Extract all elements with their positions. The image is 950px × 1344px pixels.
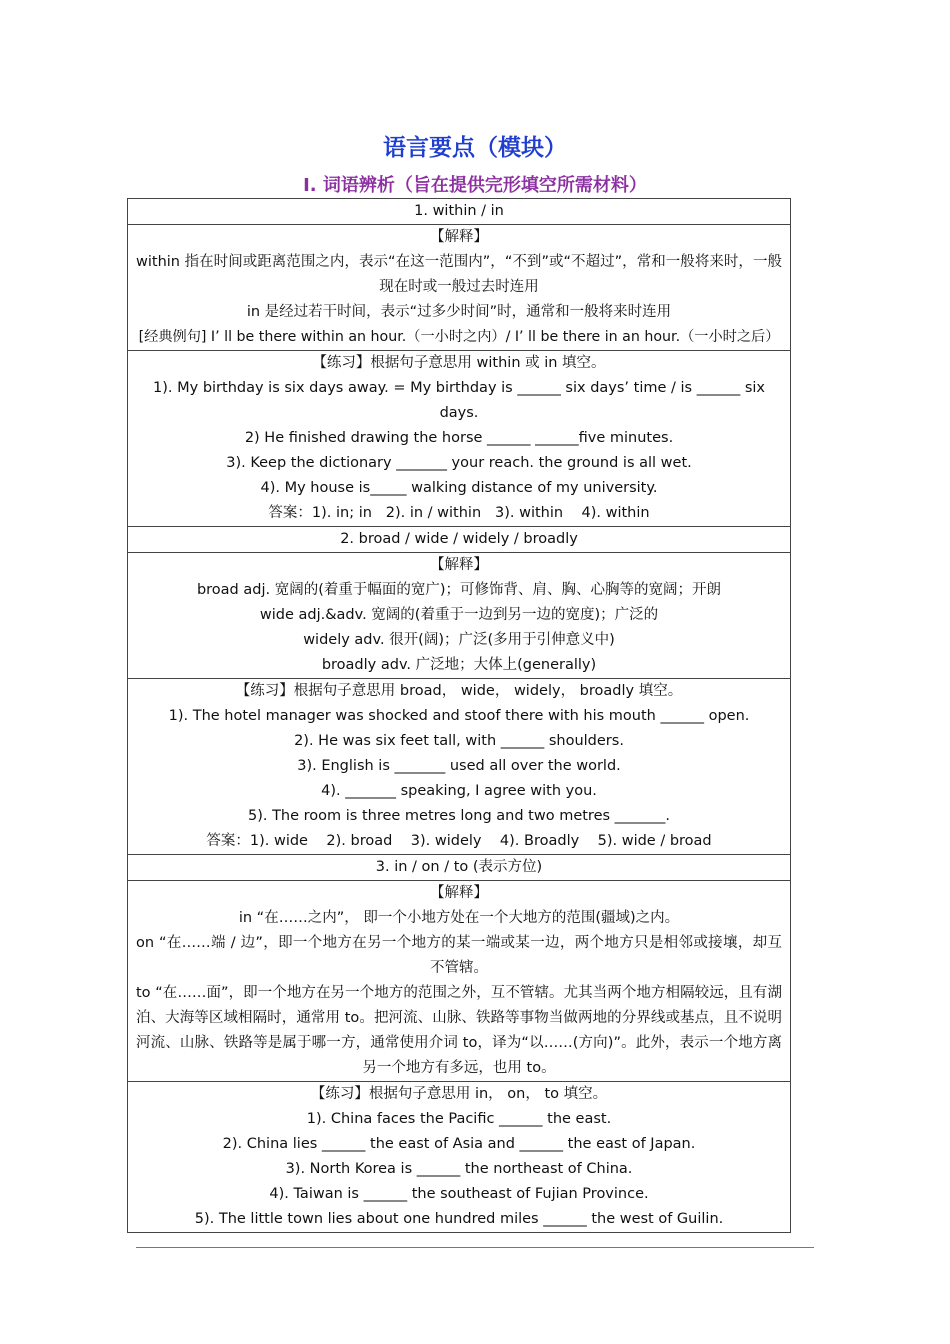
footer-divider <box>136 1247 814 1248</box>
practice-line: 3). North Korea is ______ the northeast of China. <box>285 1161 633 1177</box>
answer-line: 答案：1). wide 2). broad 3). widely 4). Broadly 5). wide / broad <box>206 833 712 849</box>
practice-line: 4). My house is_____ walking distance of my university. <box>260 480 658 496</box>
section-heading: 1. within / in <box>128 199 791 225</box>
explanation-line: to “在……面”，即一个地方在另一个地方的范围之外，互不管辖。尤其当两个地方相隔较远，且有湖泊、大海等区域相隔时，通常用 to。把河流、山脉、铁路等事物当做两地的分界线或基点，且不说明河流、山脉、铁路等是属于哪一方，通常使用介词 to，译为“以……(方向)”。此外，表示一个地方离另一个地方有多远，也用 to。 <box>136 985 782 1076</box>
answer-line: 答案：1). in; in 2). in / within 3). within 4). within <box>268 505 650 521</box>
explanation-line: in 是经过若干时间，表示“过多少时间”时，通常和一般将来时连用 <box>246 304 672 320</box>
explanation-line: wide adj.&adv. 宽阔的(着重于一边到另一边的宽度)；广泛的 <box>259 607 659 623</box>
practice-line: 1). China faces the Pacific ______ the east. <box>306 1111 612 1127</box>
example-sentence: [经典例句] I’ ll be there within an hour.（一小时之内）/ I’ ll be there in an hour.（一小时之后） <box>138 329 780 345</box>
section-subtitle: Ⅰ. 词语辨析（旨在提供完形填空所需材料） <box>303 175 647 196</box>
practice-line: 3). Keep the dictionary _______ your reach. the ground is all wet. <box>226 455 692 471</box>
explanation-cell <box>128 553 791 679</box>
vocabulary-table <box>127 198 791 1233</box>
practice-line: 1). The hotel manager was shocked and stoof there with his mouth ______ open. <box>168 708 750 724</box>
practice-label: 【练习】根据句子意思用 within 或 in 填空。 <box>312 355 606 371</box>
page-title: 语言要点（模块） <box>383 135 567 161</box>
practice-cell <box>128 679 791 855</box>
explanation-cell <box>128 881 791 1082</box>
practice-line: 5). The little town lies about one hundred miles ______ the west of Guilin. <box>194 1211 724 1227</box>
practice-cell <box>128 351 791 527</box>
explanation-line: in “在……之内”， 即一个小地方处在一个大地方的范围(疆域)之内。 <box>238 910 680 926</box>
practice-line: 5). The room is three metres long and two metres _______. <box>247 808 671 824</box>
explanation-line: within 指在时间或距离范围之内，表示“在这一范围内”，“不到”或“不超过”，常和一般将来时，一般现在时或一般过去时连用 <box>136 254 782 295</box>
practice-line: 2) He finished drawing the horse ______ ______five minutes. <box>244 430 674 446</box>
practice-line: 4). Taiwan is ______ the southeast of Fujian Province. <box>269 1186 649 1202</box>
section-heading: 3. in / on / to (表示方位) <box>128 855 791 881</box>
practice-label: 【练习】根据句子意思用 broad， wide， widely， broadly 填空。 <box>235 683 683 699</box>
explanation-line: widely adv. 很开(阔)；广泛(多用于引伸意义中) <box>303 632 615 648</box>
practice-label: 【练习】根据句子意思用 in， on， to 填空。 <box>310 1086 608 1102</box>
explanation-label: 【解释】 <box>430 557 488 573</box>
explanation-label: 【解释】 <box>430 885 488 901</box>
explanation-line: broad adj. 宽阔的(着重于幅面的宽广)；可修饰背、肩、胸、心胸等的宽阔；开朗 <box>196 582 722 598</box>
explanation-cell <box>128 225 791 351</box>
explanation-label: 【解释】 <box>430 229 488 245</box>
practice-line: 3). English is _______ used all over the world. <box>297 758 621 774</box>
practice-line: 1). My birthday is six days away. = My birthday is ______ six days’ time / is ______ six days. <box>153 380 765 421</box>
practice-line: 4). _______ speaking, I agree with you. <box>321 783 597 799</box>
explanation-line: on “在……端 / 边”，即一个地方在另一个地方的某一端或某一边，两个地方只是相邻或接壤，却互不管辖。 <box>136 935 782 976</box>
practice-line: 2). China lies ______ the east of Asia and ______ the east of Japan. <box>222 1136 696 1152</box>
practice-line: 2). He was six feet tall, with ______ shoulders. <box>294 733 624 749</box>
practice-cell <box>128 1082 791 1233</box>
explanation-line: broadly adv. 广泛地；大体上(generally) <box>321 657 597 673</box>
section-heading: 2. broad / wide / widely / broadly <box>128 527 791 553</box>
